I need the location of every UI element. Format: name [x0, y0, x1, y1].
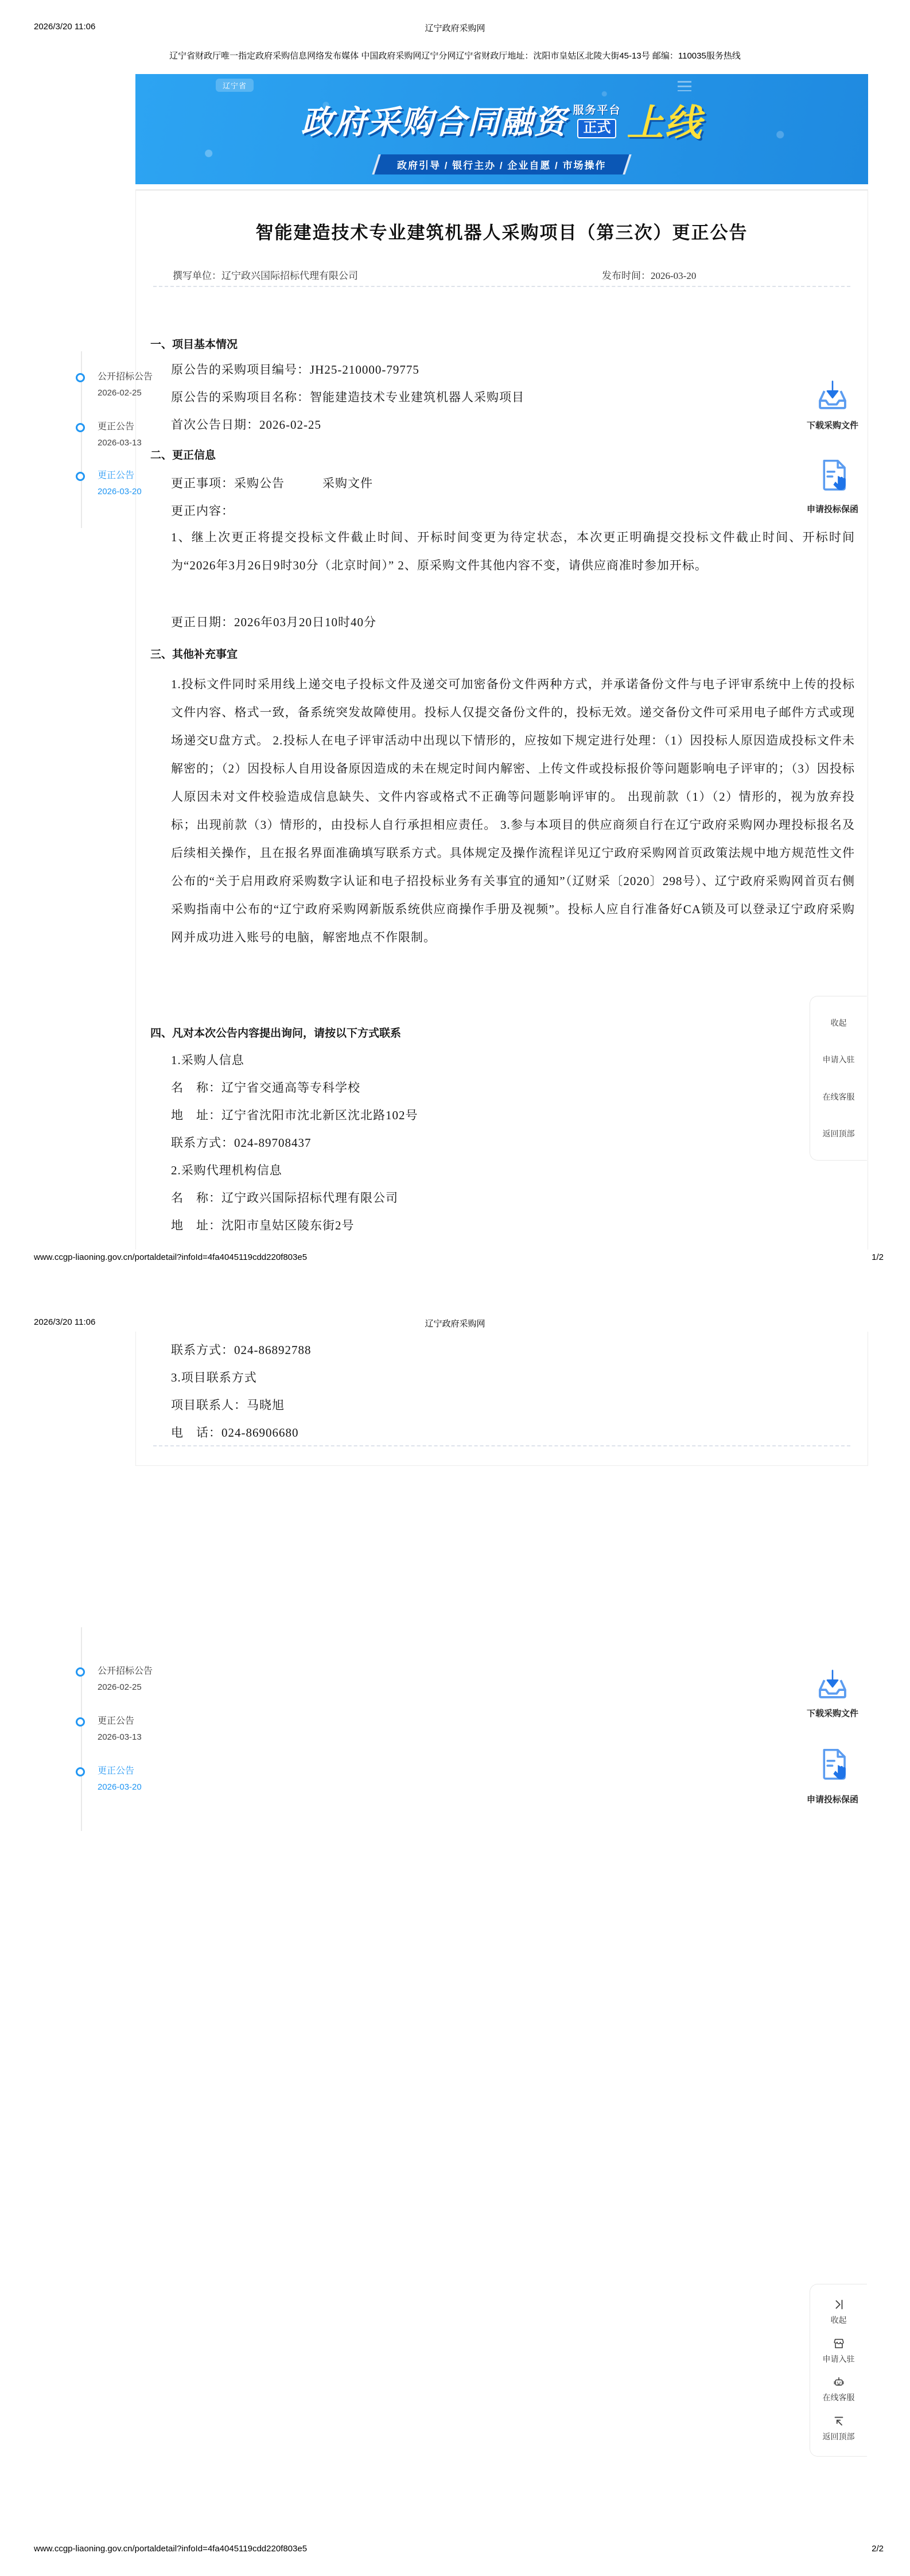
section-1-heading: 一、项目基本情况 — [150, 339, 238, 351]
online-service-label: 在线客服 — [822, 1092, 855, 1101]
agency-contact-line: 联系方式：024-86892788 — [171, 1343, 312, 1357]
banner-subtitle-platform: 服务平台 — [573, 104, 621, 117]
list-decoration-icon — [678, 81, 691, 91]
collapse-icon — [833, 2298, 845, 2311]
footer-url: www.ccgp-liaoning.gov.cn/portaldetail?infoId=4fa4045119cdd220f803e5 — [34, 1252, 308, 1262]
bottom-divider — [153, 1445, 850, 1446]
agency-name-line: 名 称：辽宁政兴国际招标代理有限公司 — [171, 1191, 398, 1205]
correction-date-line: 更正日期：2026年03月20日10时40分 — [171, 615, 376, 629]
agency-info-label: 2.采购代理机构信息 — [171, 1163, 282, 1177]
collapse-label: 收起 — [830, 1018, 847, 1028]
apply-entry-label: 申请入驻 — [822, 2354, 855, 2364]
download-procurement-file-label[interactable]: 下载采购文件 — [806, 1709, 858, 1718]
banner-headline-accent: 上线 — [627, 102, 703, 143]
project-contact-person-line: 项目联系人：马晓旭 — [171, 1398, 285, 1412]
back-to-top-label: 返回顶部 — [822, 2432, 855, 2442]
purchaser-contact-line: 联系方式：024-89708437 — [171, 1136, 312, 1150]
agency-address-line: 地 址：沈阳市皇姑区陵东街2号 — [171, 1219, 355, 1232]
apply-bid-guarantee-icon[interactable] — [817, 1747, 850, 1786]
download-procurement-file-icon[interactable] — [815, 1667, 850, 1705]
purchaser-name-line: 名 称：辽宁省交通高等专科学校 — [171, 1081, 360, 1095]
apply-entry-button[interactable] — [823, 2337, 855, 2365]
banner-ribbon-text: 政府引导 / 银行主办 / 企业自愿 / 市场操作 — [397, 160, 606, 171]
timeline-item-correction-1-date: 2026-03-13 — [98, 1732, 142, 1742]
correction-items-line: 更正事项：采购公告 采购文件 — [171, 476, 373, 490]
timeline-item-open-bid-date: 2026-02-25 — [98, 388, 142, 398]
print-timestamp: 2026/3/20 11:06 — [34, 22, 96, 32]
correction-content-label: 更正内容： — [171, 504, 234, 518]
storefront-icon — [832, 2337, 846, 2350]
back-to-top-icon — [833, 2415, 845, 2427]
purchaser-info-label: 1.采购人信息 — [171, 1053, 244, 1067]
site-name: 辽宁政府采购网 — [425, 1319, 485, 1329]
collapse-button[interactable] — [831, 2298, 847, 2326]
first-announce-date-line: 首次公告日期：2026-02-25 — [171, 418, 321, 432]
timeline-item-correction-2-date: 2026-03-20 — [98, 1782, 142, 1792]
section-4-heading: 四、凡对本次公告内容提出询问，请按以下方式联系 — [150, 1027, 402, 1039]
supplementary-paragraph: 1.投标文件同时采用线上递交电子投标文件及递交可加密备份文件两种方式，并承诺备份文件与电子评审系统中上传的投标文件内容、格式一致，备系统突发故障使用。投标人仅提交备份文件的，投标无效。递交备份文件可采用电子邮件方式或现场递交U盘方式。 2.投标人在电子评审活动中出现以下情形的，应按如下规定进行处理：（1）因投标人原因造成投标文件未解密的；（2）因投标人自用设备原因造成的未在规定时间内解密、上传文件或投标报价等问题影响电子评审的；（3）因投标人原因未对文件校验造成信息缺失、文件内容或格式不正确等问题影响评审的。 出现前款（1）（2）情形的，视为放弃投标；出现前款（3）情形的，由投标人自行承担相应责任。 3.参与本项目的供应商须自行在辽宁政府采购网办理投标报名及后续相关操作，且在报名界面准确填写联系方式。具体规定及操作流程详见辽宁政府采购网首页政策法规中地方规范性文件公布的“关于启用政府采购数字认证和电子招投标业务有关事宜的通知”（辽财采〔2020〕298号）、辽宁政府采购网首页右侧采购指南中公布的“辽宁政府采购网新版系统供应商操作手册及视频”。投标人应自行准备好CA锁及可以登录辽宁政府采购网并成功进入账号的电脑，解密地点不作限制。 — [171, 677, 855, 944]
back-to-top-label: 返回顶部 — [822, 1128, 855, 1138]
media-declaration-line: 辽宁省财政厅唯一指定政府采购信息网络发布媒体 中国政府采购网辽宁分网辽宁省财政厅地址：沈阳市皇姑区北陵大街45-13号 邮编：110035服务热线 — [169, 51, 741, 61]
banner-headline-main: 政府采购合同融资 — [301, 104, 567, 140]
collapse-label: 收起 — [830, 2315, 847, 2325]
floating-toolbar — [810, 2284, 867, 2457]
timeline-item-correction-2-active[interactable]: 更正公告 — [98, 471, 135, 480]
timeline-dot — [76, 472, 85, 481]
purchaser-address-line: 地 址：辽宁省沈阳市沈北新区沈北路102号 — [171, 1108, 418, 1122]
footer-url: www.ccgp-liaoning.gov.cn/portaldetail?infoId=4fa4045119cdd220f803e5 — [34, 2544, 308, 2554]
correction-content-paragraph: 1、继上次更正将提交投标文件截止时间、开标时间变更为待定状态，本次更正明确提交投标文件截止时间、开标时间为“2026年3月26日9时30分（北京时间）” 2、原采购文件其他内容不变，请供应商准时参加开标。 — [171, 530, 855, 572]
apply-bid-guarantee-label[interactable]: 申请投标保函 — [806, 1795, 858, 1805]
promo-banner[interactable] — [135, 74, 868, 184]
footer-page-number: 2/2 — [872, 2544, 884, 2554]
timeline-item-correction-1[interactable]: 更正公告 — [98, 1716, 135, 1726]
print-timestamp: 2026/3/20 11:06 — [34, 1317, 96, 1327]
announcement-publish-date: 发布时间：2026-03-20 — [602, 270, 697, 281]
section-2-heading: 二、更正信息 — [150, 449, 216, 461]
banner-region-tag: 辽宁省 — [216, 79, 254, 92]
online-service-label: 在线客服 — [822, 2393, 855, 2403]
project-number-line: 原公告的采购项目编号：JH25-210000-79775 — [171, 363, 419, 377]
collapse-button[interactable] — [831, 1017, 847, 1029]
title-divider — [153, 286, 850, 287]
apply-bid-guarantee-icon[interactable] — [817, 458, 850, 496]
timeline-line — [81, 1627, 82, 1831]
back-to-top-button[interactable] — [823, 2415, 855, 2442]
download-procurement-file-icon[interactable] — [815, 378, 850, 416]
floating-toolbar — [810, 996, 867, 1161]
footer-page-number: 1/2 — [872, 1252, 884, 1262]
apply-entry-button[interactable] — [823, 1054, 855, 1065]
announcement-author: 撰写单位：辽宁政兴国际招标代理有限公司 — [173, 270, 358, 281]
timeline-item-open-bid[interactable]: 公开招标公告 — [98, 372, 153, 382]
timeline-dot — [76, 373, 85, 382]
robot-icon — [832, 2376, 846, 2388]
apply-bid-guarantee-label[interactable]: 申请投标保函 — [806, 505, 858, 514]
banner-ribbon — [135, 154, 868, 174]
timeline-dot — [76, 1717, 85, 1727]
back-to-top-button[interactable] — [823, 1128, 855, 1139]
timeline-item-open-bid-date: 2026-02-25 — [98, 1682, 142, 1692]
download-procurement-file-label[interactable]: 下载采购文件 — [806, 421, 858, 430]
project-contact-label: 3.项目联系方式 — [171, 1371, 257, 1384]
online-service-button[interactable] — [823, 1091, 855, 1103]
timeline-item-correction-2-date: 2026-03-20 — [98, 487, 142, 496]
banner-headline — [135, 94, 868, 146]
timeline-item-correction-2-active[interactable]: 更正公告 — [98, 1766, 135, 1776]
project-phone-line: 电 话：024-86906680 — [171, 1426, 299, 1440]
announcement-title: 智能建造技术专业建筑机器人采购项目（第三次）更正公告 — [255, 223, 748, 243]
site-name: 辽宁政府采购网 — [425, 24, 485, 33]
timeline-item-open-bid[interactable]: 公开招标公告 — [98, 1666, 153, 1676]
online-service-button[interactable] — [823, 2376, 855, 2403]
section-3-heading: 三、其他补充事宜 — [150, 649, 238, 661]
timeline-dot — [76, 1767, 85, 1776]
timeline-item-correction-1[interactable]: 更正公告 — [98, 422, 135, 432]
banner-subtitle-official: 正式 — [577, 119, 616, 138]
apply-entry-label: 申请入驻 — [822, 1055, 855, 1065]
timeline-dot — [76, 423, 85, 432]
timeline-dot — [76, 1667, 85, 1677]
timeline-item-correction-1-date: 2026-03-13 — [98, 438, 142, 448]
project-name-line: 原公告的采购项目名称：智能建造技术专业建筑机器人采购项目 — [171, 390, 524, 404]
